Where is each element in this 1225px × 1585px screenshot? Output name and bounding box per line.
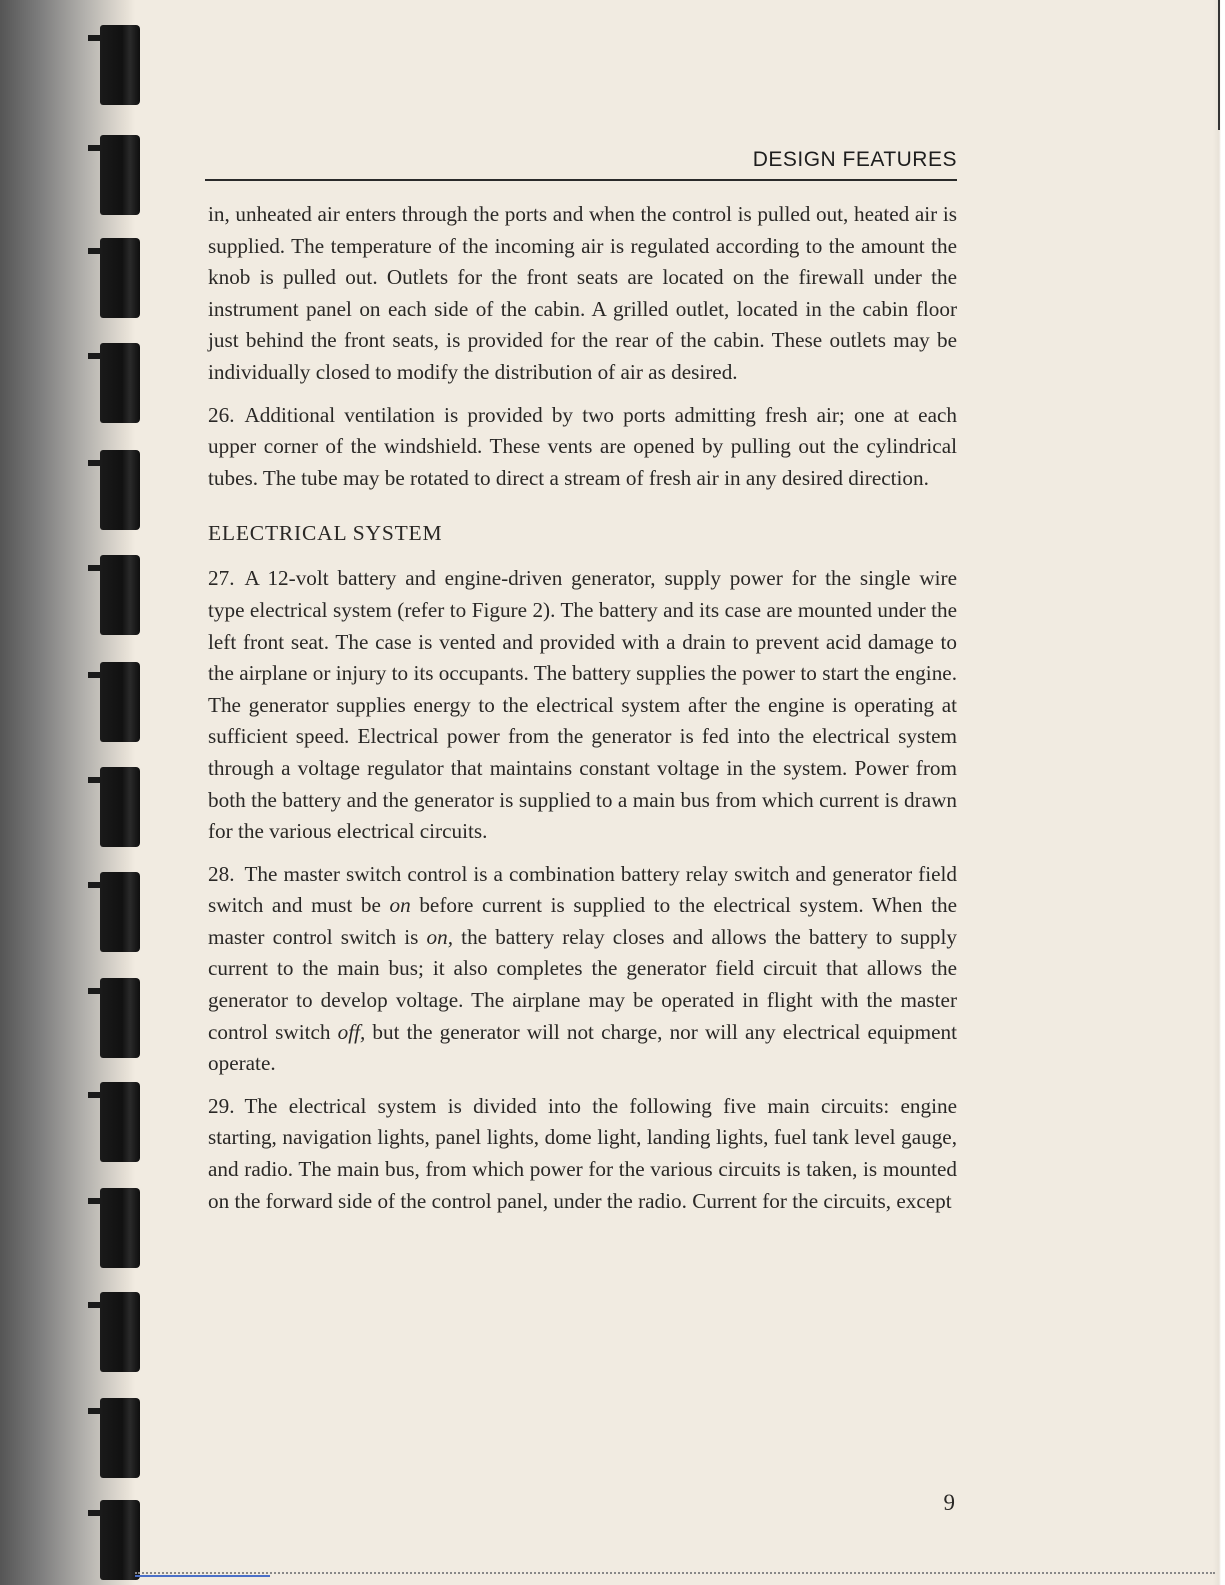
paragraph-text: The master switch control is a combination battery relay switch and generator field switch and must be (208, 861, 957, 918)
spiral-coil (100, 1500, 140, 1580)
spiral-coil (100, 978, 140, 1058)
paragraph-number: 27. (208, 566, 235, 591)
paragraph-26 (208, 400, 957, 495)
paragraph-text: A 12-volt battery and engine-driven generator, supply power for the single wire type electrical system (refer to Figure 2). The battery and its case are mounted under the left front seat. The case is vented and provided with a drain to prevent acid damage to the airplane or injury to its occupants. The battery supplies the power to start the engine. The generator supplies energy to the electrical system after the engine is operating at sufficient speed. Electrical power from the generator is fed into the electrical system through a voltage regulator that maintains constant voltage in the system. Power from both the battery and the generator is supplied to a main bus from which current is drawn for the various electrical circuits. (208, 566, 957, 844)
page-right-edge (1213, 0, 1225, 1585)
spiral-coil (100, 1188, 140, 1268)
spiral-coil (100, 238, 140, 318)
bottom-link-underline (135, 1575, 270, 1577)
page-number: 9 (943, 1490, 955, 1515)
paragraph-text: Additional ventilation is provided by two ports admitting fresh air; one at each upper corner of the windshield. These vents are opened by pulling out the cylindrical tubes. The tube may be rotated to direct a stream of fresh air in any desired direction. (208, 402, 957, 490)
paragraph-text: but the generator will not charge, nor will any electrical equipment operate. (208, 1019, 957, 1076)
paragraph-text: The electrical system is divided into the following five main circuits: engine starting, navigation lights, panel lights, dome light, landing lights, fuel tank level gauge, and radio. The main bus, from which power for the various circuits is taken, is mounted on the forward side of the control panel, under the radio. Current for the circuits, except (208, 1093, 957, 1213)
paragraph-number: 28. (208, 861, 235, 886)
spiral-coil (100, 135, 140, 215)
bottom-border (135, 1572, 1215, 1574)
emphasis-off: off, (337, 1019, 366, 1044)
spiral-coil (100, 872, 140, 952)
spiral-coil (100, 343, 140, 423)
spiral-coil (100, 662, 140, 742)
paragraph-number: 26. (208, 402, 235, 427)
spiral-coil (100, 1082, 140, 1162)
spiral-coil (100, 767, 140, 847)
paragraph-28 (208, 859, 957, 1080)
paragraph-text: the battery relay closes and allows the battery to supply current to the main bus; it also completes the generator field circuit that allows the generator to develop voltage. The airplane may be operated in flight with the master control switch (208, 924, 957, 1044)
paragraph-continued (208, 199, 957, 389)
running-head: DESIGN FEATURES (752, 148, 957, 171)
section-heading: ELECTRICAL SYSTEM (208, 521, 443, 546)
header-rule (205, 179, 957, 181)
paragraph-27 (208, 563, 957, 847)
emphasis-on: on, (426, 924, 454, 949)
paragraph-number: 29. (208, 1093, 235, 1118)
spiral-coil (100, 1292, 140, 1372)
spiral-coil (100, 450, 140, 530)
spiral-coil (100, 1398, 140, 1478)
paragraph-29 (208, 1091, 957, 1217)
spiral-coil (100, 25, 140, 105)
emphasis-on: on (389, 893, 411, 918)
page-body (208, 199, 957, 1228)
paragraph-text: before current is supplied to the electrical system. When the master control switch is (208, 893, 957, 949)
paragraph-text: in, unheated air enters through the ports and when the control is pulled out, heated air is supplied. The temperature of the incoming air is regulated according to the amount the knob is pulled out. Outlets for the front seats are located on the firewall under the instrument panel on each side of the cabin. A grilled outlet, located in the cabin floor just behind the front seats, is provided for the rear of the cabin. These outlets may be individually closed to modify the distribution of air as desired. (208, 202, 957, 384)
spiral-coil (100, 555, 140, 635)
